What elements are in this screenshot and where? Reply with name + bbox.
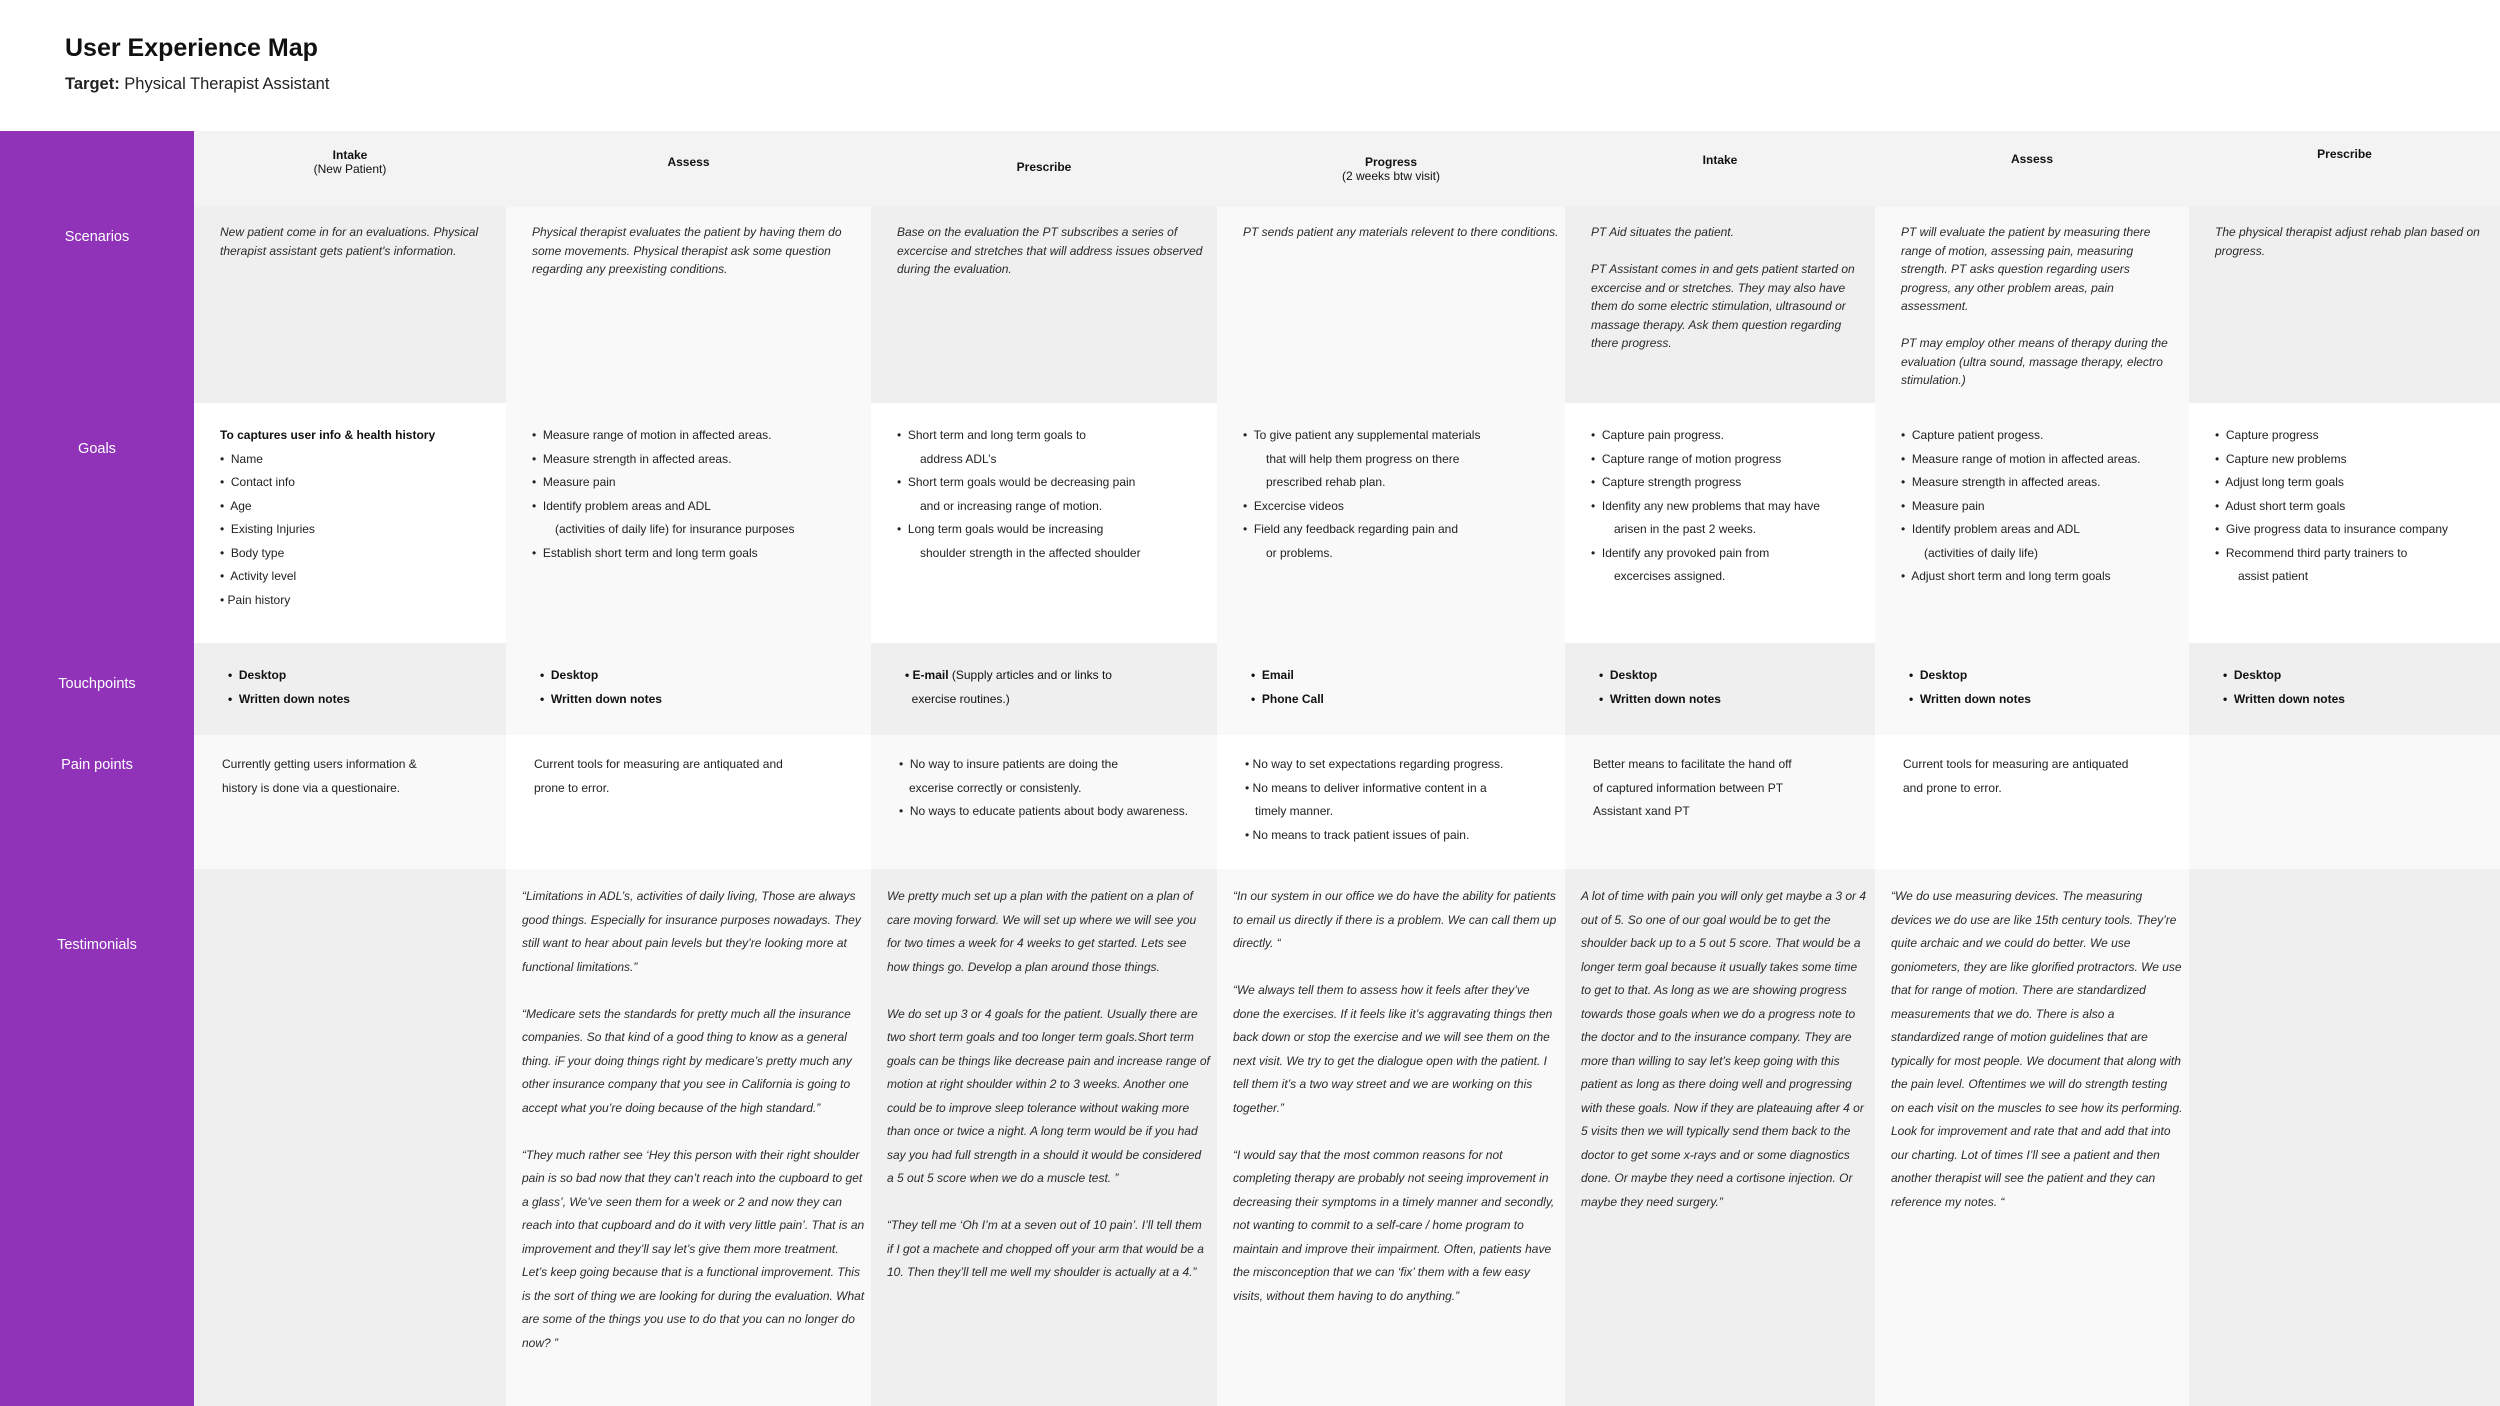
goal-item: that will help them progress on there — [1256, 451, 1460, 466]
pain-point-line: • No way to set expectations regarding progress. — [1245, 757, 1504, 771]
testimonials-cell — [194, 869, 506, 1406]
row-label-pain-points: Pain points — [61, 757, 133, 773]
phase-title: Progress — [1364, 155, 1418, 169]
pain-point-line: and prone to error. — [1903, 780, 2002, 795]
testimonial-quote: “They tell me ‘Oh I’m at a seven out of 10 pain’. I’ll tell them if I got a machete and chopped off your arm that would be a 10. Then they’ll tell me well my shoulder is actually at a 4.” — [887, 1218, 1204, 1279]
goal-item: • Capture range of motion progress — [1591, 451, 1782, 466]
touchpoint-item — [1909, 664, 2183, 688]
phase-header — [1565, 131, 1875, 207]
phase-subtitle: (2 weeks btw visit) — [1341, 169, 1441, 183]
touchpoint-label: • Written down notes — [1909, 691, 2031, 706]
touchpoint-label: • Desktop — [1599, 668, 1658, 682]
scenario-text: PT Assistant comes in and gets patient started on excercise and or stretches. They may also have them do some electric stimulation, ultrasound or massage therapy. Ask them question regarding there progress. — [1591, 262, 1855, 350]
scenario-text: New patient come in for an evaluations. Physical therapist assistant gets patient's information. — [220, 225, 479, 258]
row-label-testimonials: Testimonials — [57, 937, 137, 953]
pain-points-cell — [1565, 735, 1875, 869]
pain-points-cell — [1217, 735, 1565, 869]
scenario-cell — [1565, 207, 1875, 403]
goal-item: and or increasing range of motion. — [910, 498, 1103, 513]
touchpoint-item — [2223, 688, 2494, 712]
row-label-sidebar — [0, 131, 194, 1406]
pain-points-cell — [1875, 735, 2189, 869]
goal-item: • Adjust short term and long term goals — [1901, 569, 2111, 583]
scenario-cell — [194, 207, 506, 403]
pain-point-line: Assistant xand PT — [1593, 804, 1690, 818]
touchpoint-item — [228, 688, 500, 712]
row-label-touchpoints: Touchpoints — [58, 676, 136, 692]
goal-item: • Capture strength progress — [1591, 475, 1742, 489]
touchpoint-label: • Desktop — [540, 668, 599, 682]
goal-item: • Establish short term and long term goals — [532, 545, 758, 560]
testimonials-cell — [2189, 869, 2500, 1406]
phase-header — [506, 131, 871, 207]
touchpoint-label: • Desktop — [2223, 668, 2282, 682]
goal-item: (activities of daily life) for insurance purposes — [545, 522, 795, 536]
touchpoint-item — [905, 688, 1211, 712]
goals-cell — [871, 403, 1217, 643]
goal-item: • Pain history — [220, 592, 291, 607]
phase-header — [194, 131, 506, 207]
touchpoints-cell — [1565, 643, 1875, 735]
goal-item: • Adjust long term goals — [2215, 475, 2344, 489]
pain-point-line: timely manner. — [1245, 804, 1334, 818]
phase-title-block — [194, 148, 506, 176]
touchpoints-cell — [2189, 643, 2500, 735]
goal-item: • Recommend third party trainers to — [2215, 545, 2408, 560]
goals-cell — [1217, 403, 1565, 643]
phase-header — [1875, 131, 2189, 207]
goal-item: • Identify problem areas and ADL — [532, 498, 711, 513]
pain-point-line: • No ways to educate patients about body awareness. — [899, 804, 1189, 818]
goal-item: • Capture pain progress. — [1591, 428, 1724, 442]
goals-heading: To captures user info & health history — [220, 428, 436, 442]
testimonial-quote: “They much rather see ‘Hey this person with their right shoulder pain is so bad now that they can’t reach into the cupboard to get a glass’, We’ve seen them for a week or 2 and now they can reach into that cupboard and do it with very little pain’. That is an improvement and they’ll say let’s give them more treatment. Let’s keep going because that is a functional improvement. This is the sort of thing we are looking for during the evaluation. What are some of the things you use to do that you can no longer do now? ” — [522, 1147, 865, 1350]
touchpoint-item — [1251, 688, 1559, 712]
goal-item: assist patient — [2228, 569, 2309, 583]
touchpoint-item — [228, 664, 500, 688]
phase-title: Prescribe — [1016, 160, 1072, 174]
page-header — [65, 34, 329, 94]
testimonials-cell — [1217, 869, 1565, 1406]
testimonials-cell — [871, 869, 1217, 1406]
phase-title: Intake — [332, 148, 368, 162]
testimonial-quote: “We always tell them to assess how it feels after they’ve done the exercises. If it feels like it’s aggravating things then back down or stop the exercise and we will see them on the next visit. We try to get the dialogue open with the patient. I tell them it’s a two way street and we are working on this together.” — [1233, 983, 1553, 1115]
goal-item: • Measure range of motion in affected areas. — [532, 428, 772, 442]
touchpoint-item — [1909, 688, 2183, 712]
goal-item: • Age — [220, 498, 252, 513]
pain-point-line: Currently getting users information & — [222, 757, 417, 771]
phase-title-block — [1217, 155, 1565, 183]
goals-cell — [1565, 403, 1875, 643]
goal-item: • Measure strength in affected areas. — [1901, 475, 2101, 489]
touchpoint-item — [905, 664, 1211, 688]
touchpoint-note: exercise routines.) — [905, 691, 1010, 706]
pain-point-line: prone to error. — [534, 780, 610, 795]
pain-point-line: Better means to facilitate the hand off — [1593, 757, 1792, 771]
row-label-scenarios: Scenarios — [64, 229, 130, 245]
touchpoint-label: • Written down notes — [228, 691, 350, 706]
touchpoint-item — [540, 664, 865, 688]
scenario-text: The physical therapist adjust rehab plan based on progress. — [2215, 225, 2480, 258]
goal-item: • Measure pain — [532, 475, 616, 489]
testimonial-quote: “We do use measuring devices. The measuring devices we do use are like 15th century tools. They’re quite archaic and we could do better. We use goniometers, they are like glorified protractors. We use that for range of motion. There are standardized measurements that we do. There is also a standardized range of motion guidelines that are typically for most people. We document that along with the pain level. Oftentimes we will do strength testing on each visit on the muscles to see how its performing. Look for improvement and rate that and add that into our charting. Lot of times I’ll see a patient and then another therapist will see the patient and they can reference my notes. “ — [1891, 889, 2183, 1209]
goal-item: prescribed rehab plan. — [1256, 475, 1386, 489]
phase-header — [1217, 131, 1565, 207]
column-2 — [506, 131, 871, 1406]
column-6 — [1875, 131, 2189, 1406]
scenario-cell — [1875, 207, 2189, 403]
touchpoint-label: • Desktop — [228, 668, 287, 682]
goal-item: excercises assigned. — [1604, 569, 1726, 583]
phase-subtitle: (New Patient) — [313, 162, 387, 176]
column-5 — [1565, 131, 1875, 1406]
column-7 — [2189, 131, 2500, 1406]
goal-item: • Excercise videos — [1243, 498, 1344, 513]
scenario-text: Base on the evaluation the PT subscribes a series of excercise and stretches that will address issues observed during the evaluation. — [897, 225, 1203, 276]
goal-item: • Idenfity any new problems that may have — [1591, 498, 1820, 513]
pain-point-line: excerise correctly or consistenly. — [899, 780, 1082, 795]
pain-points-cell — [871, 735, 1217, 869]
testimonial-quote: “Medicare sets the standards for pretty much all the insurance companies. So that kind of a good thing to know as a general thing. iF your doing things right by medicare’s pretty much any other insurance company that you see in California is going to accept what you’re doing because of the high standard.” — [522, 1006, 852, 1115]
testimonials-cell — [1875, 869, 2189, 1406]
goal-item: • Give progress data to insurance company — [2215, 522, 2448, 536]
touchpoint-item — [1599, 688, 1869, 712]
goals-cell — [1875, 403, 2189, 643]
target-value: Physical Therapist Assistant — [124, 75, 330, 93]
phase-title-block — [2189, 147, 2500, 161]
pain-points-cell — [194, 735, 506, 869]
testimonial-quote: We pretty much set up a plan with the patient on a plan of care moving forward. We will set up where we will see you for two times a week for 4 weeks to get started. Lets see how things go. Develop a plan around those things. — [887, 889, 1197, 974]
goal-item: • Measure pain — [1901, 498, 1985, 513]
testimonials-cell — [1565, 869, 1875, 1406]
testimonial-quote: We do set up 3 or 4 goals for the patient. Usually there are two short term goals and too longer term goals.Short term goals can be things like decrease pain and increase range of motion at right shoulder within 2 to 3 weeks. Another one could be to improve sleep tolerance without waking more than once or twice a night. A long term would be if you had say you had full strength in a should it would be considered a 5 out 5 score when we do a muscle test. ” — [887, 1006, 1210, 1185]
touchpoints-cell — [506, 643, 871, 735]
target-label: Target: — [65, 75, 120, 93]
touchpoint-label: • Desktop — [1909, 668, 1968, 682]
row-label-goals: Goals — [78, 441, 116, 457]
phase-title: Intake — [1702, 153, 1738, 167]
touchpoint-item — [1599, 664, 1869, 688]
touchpoints-cell — [1875, 643, 2189, 735]
column-1 — [194, 131, 506, 1406]
goal-item: • Name — [220, 451, 263, 466]
touchpoint-label: • Phone Call — [1251, 691, 1324, 706]
scenario-text: PT will evaluate the patient by measuring there range of motion, assessing pain, measuring strength. PT asks question regarding users progress, any other problem areas, pain assessment. — [1901, 225, 2151, 313]
touchpoint-item — [1251, 664, 1559, 688]
goal-item: • Measure range of motion in affected areas. — [1901, 451, 2141, 466]
phase-title-block — [506, 155, 871, 169]
column-4 — [1217, 131, 1565, 1406]
touchpoints-cell — [1217, 643, 1565, 735]
testimonial-quote: “In our system in our office we do have the ability for patients to email us directly if there is a problem. We can call them up directly. “ — [1233, 889, 1557, 950]
phase-title-block — [871, 160, 1217, 174]
pain-point-line: • No means to deliver informative content in a — [1245, 780, 1487, 795]
goals-cell — [194, 403, 506, 643]
scenario-cell — [2189, 207, 2500, 403]
scenario-cell — [871, 207, 1217, 403]
pain-points-cell — [506, 735, 871, 869]
scenario-text: PT may employ other means of therapy during the evaluation (ultra sound, massage therapy, electro stimulation.) — [1901, 336, 2168, 387]
goal-item: • Capture new problems — [2215, 451, 2347, 466]
pain-point-line: Current tools for measuring are antiquated and — [534, 757, 783, 771]
goal-item: • Field any feedback regarding pain and — [1243, 522, 1459, 536]
phase-title: Assess — [667, 155, 710, 169]
touchpoint-label: • E-mail — [905, 668, 949, 682]
scenario-text: PT Aid situates the patient. — [1591, 225, 1734, 239]
pain-points-cell — [2189, 735, 2500, 869]
phase-title: Prescribe — [2317, 147, 2372, 161]
pain-point-line: of captured information between PT — [1593, 780, 1784, 795]
phase-header — [871, 131, 1217, 207]
phase-header — [2189, 131, 2500, 207]
goal-item: • Capture patient progess. — [1901, 428, 2044, 442]
touchpoints-cell — [871, 643, 1217, 735]
goal-item: arisen in the past 2 weeks. — [1604, 522, 1757, 536]
touchpoint-label: • Written down notes — [540, 691, 662, 706]
phase-title: Assess — [2010, 152, 2054, 166]
pain-point-line: • No way to insure patients are doing the — [899, 757, 1118, 771]
touchpoint-item — [540, 688, 865, 712]
pain-point-line: history is done via a questionaire. — [222, 780, 401, 795]
goal-item: • Identify any provoked pain from — [1591, 545, 1770, 560]
page-title: User Experience Map — [65, 34, 318, 62]
touchpoint-label: • Written down notes — [1599, 691, 1721, 706]
phase-title-block — [1875, 152, 2189, 166]
scenario-cell — [506, 207, 871, 403]
goal-item: • To give patient any supplemental materials — [1243, 428, 1481, 442]
pain-point-line: Current tools for measuring are antiquated — [1903, 757, 2129, 771]
scenario-text: PT sends patient any materials relevent to there conditions. — [1243, 225, 1559, 239]
goal-item: • Short term and long term goals to — [897, 428, 1086, 442]
target-line — [65, 75, 329, 94]
testimonial-quote: “Limitations in ADL’s, activities of daily living, Those are always good things. Especially for insurance purposes nowadays. They still want to hear about pain levels but they’re looking more at functional limitations.” — [522, 889, 861, 974]
goal-item: • Capture progress — [2215, 428, 2319, 442]
touchpoint-label: • Email — [1251, 668, 1294, 682]
goal-item: • Adust short term goals — [2215, 498, 2346, 513]
touchpoint-label: • Written down notes — [2223, 691, 2345, 706]
scenario-text: Physical therapist evaluates the patient by having them do some movements. Physical therapist ask some question regarding any preexisting conditions. — [532, 225, 842, 276]
goal-item: • Measure strength in affected areas. — [532, 451, 732, 466]
goal-item: • Short term goals would be decreasing pain — [897, 475, 1136, 489]
testimonial-quote: A lot of time with pain you will only get maybe a 3 or 4 out of 5. So one of our goal would be to get the shoulder back up to a 5 out 5 score. That would be a longer term goal because it usually takes some time to get to that. As long as we are showing progress towards those goals when we do a progress note to the doctor and to the insurance company. They are more than willing to say let’s keep going with this patient as long as there doing well and progressing with these goals. Now if they are plateauing after 4 or 5 visits then we will typically send them back to the doctor to get some x-rays and or some diagnostics done. Or maybe they need a cortisone injection. Or maybe they need surgery.” — [1581, 889, 1867, 1209]
goal-item: or problems. — [1256, 545, 1333, 560]
phase-title-block — [1565, 153, 1875, 167]
goal-item: • Body type — [220, 545, 285, 560]
goals-cell — [2189, 403, 2500, 643]
scenario-cell — [1217, 207, 1565, 403]
touchpoint-note: (Supply articles and or links to — [948, 668, 1112, 682]
goals-cell — [506, 403, 871, 643]
touchpoints-cell — [194, 643, 506, 735]
pain-point-line: • No means to track patient issues of pain. — [1245, 827, 1470, 842]
goal-item: • Existing Injuries — [220, 522, 315, 536]
touchpoint-item — [2223, 664, 2494, 688]
goal-item: • Identify problem areas and ADL — [1901, 522, 2080, 536]
goal-item: • Contact info — [220, 475, 295, 489]
testimonial-quote: “I would say that the most common reasons for not completing therapy are probably not seeing improvement in decreasing their symptoms in a timely manner and secondly, not wanting to commit to a self-care / home program to maintain and improve their impairment. Often, patients have the misconception that we can ‘fix’ them with a few easy visits, without them having to do anything.” — [1233, 1147, 1555, 1303]
goal-item: (activities of daily life) — [1914, 545, 2039, 560]
goal-item: • Activity level — [220, 569, 297, 583]
goal-item: address ADL’s — [910, 451, 997, 466]
goal-item: shoulder strength in the affected shoulder — [910, 545, 1141, 560]
column-3 — [871, 131, 1217, 1406]
testimonials-cell — [506, 869, 871, 1406]
goal-item: • Long term goals would be increasing — [897, 522, 1104, 536]
